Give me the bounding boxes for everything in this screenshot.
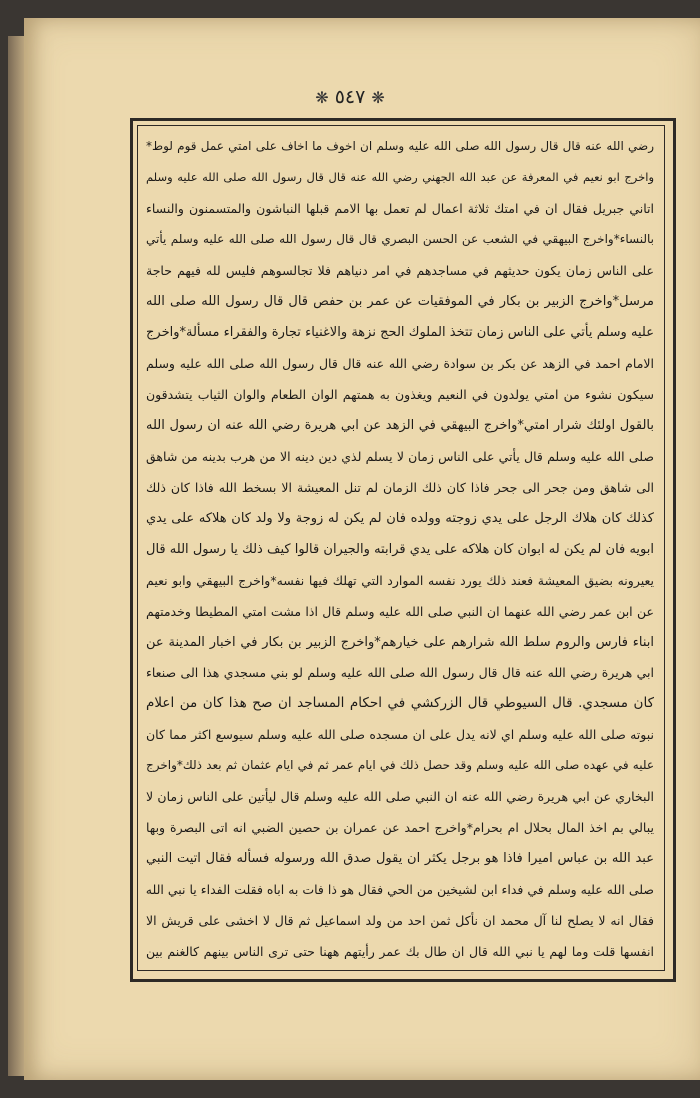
text-line: الامام احمد في الزهد عن بكر بن سوادة رضي الله عنه قال قال رسول الله صلى الله عليه وسلم: [146, 355, 654, 371]
page-number: ٥٤٧: [334, 86, 366, 108]
text-line: ابويه فان لم يكن له ابوان كان هلاكه على يدي قرابته والجيران قالوا كيف ذلك يا رسول الله قال: [146, 541, 654, 557]
text-line: فقال انه لا يصلح لنا آل محمد ان نأكل ثمن احد من ولد اسماعيل ثم قال لا اخشى على قريش الا: [146, 913, 654, 929]
text-line: صلى الله عليه وسلم في فداء ابن لشيخين من الحي فقال هو ذا فات به اباه فقلت الفداء يا نبي الله: [146, 882, 654, 898]
text-line: مرسل*واخرج الزبير بن بكار في الموفقيات عن عمر بن حفص قال قال رسول الله صلى الله: [146, 293, 654, 309]
text-line: على الناس زمان يكون حديثهم في مساجدهم في امر دنياهم فلا تجالسوهم فليس لله فيهم حاجة: [146, 262, 654, 278]
text-line: كذلك كان هلاك الرجل على يدي زوجته وولده فان لم يكن له زوجة ولا ولد كان هلاكه على يدي: [146, 510, 654, 526]
text-line: بالنساء*واخرج البيهقي في الشعب عن الحسن البصري قال قال رسول الله صلى الله عليه وسلم يأتي: [146, 231, 654, 246]
ornament-right-icon: ❋: [371, 88, 385, 107]
book-spine-edge: [8, 36, 24, 1076]
text-line: ابي هريرة رضي الله عنه قال قال رسول الله صلى الله عليه وسلم لو بني مسجدي هذا الى صنعاء: [146, 665, 654, 681]
text-line: صلى الله عليه وسلم قال يأتي على الناس زمان لا يسلم لذي دين دينه الا من هرب بدينه من شاهق: [146, 448, 654, 464]
text-line: سيكون نشوء من امتي يولدون في النعيم ويغذون به همتهم الوان الطعام والوان الثياب يتشدقون: [146, 386, 654, 402]
page-header: [0, 86, 700, 108]
text-line: عن ابن عمر رضي الله عنهما ان النبي صلى الله عليه وسلم قال اذا مشت امتي المطيطا وخدمتهم: [146, 603, 654, 619]
text-line: اتاني جبريل فقال ان في امتك ثلاثة اعمال لم تعمل بها الامم قبلها النباشون والمتسمنون والنساء: [146, 200, 654, 216]
text-line: عليه في عهده صلى الله عليه وسلم وقد حصل ذلك في ايام عمر ثم في ايام عثمان ثم بعد ذلك*واخرج: [146, 758, 654, 773]
text-line: يبالي بم اخذ المال بحلال ام بحرام*واخرج احمد عن عمران بن حصين الضبي انه اتى البصرة وبها: [146, 820, 654, 836]
text-line: عليه وسلم يأتي على الناس زمان تتخذ الملوك الحج نزهة والاغنياء تجارة والفقراء مسألة*واخرج: [146, 324, 654, 340]
text-line: رضي الله عنه قال قال رسول الله صلى الله عليه وسلم ان اخوف ما اخاف على امتي عمل قوم لوط*: [146, 139, 654, 153]
text-line: كان مسجدي. قال السيوطي قال الزركشي في احكام المساجد ان صح هذا كان من اعلام: [146, 695, 654, 712]
text-line: انفسها قلت وما لهم يا نبي الله قال ان طال بك عمر رأيتهم ههنا حتى ترى الناس بينهم كالغنم بين: [146, 944, 654, 960]
text-line: ابناء فارس والروم سلط الله شرارهم على خيارهم*واخرج الزبير بن بكار في اخبار المدينة عن: [146, 634, 654, 650]
ornament-left-icon: ❋: [315, 88, 329, 107]
text-block: [146, 130, 654, 966]
text-line: واخرج ابو نعيم في المعرفة عن عبد الله الجهني رضي الله عنه قال قال رسول الله صلى الله عليه وسلم: [146, 169, 654, 184]
text-line: نبوته صلى الله عليه وسلم اي لانه يدل على ان مسجده صلى الله عليه وسلم سيوسع اكثر مما كان: [146, 727, 654, 743]
text-line: عبد الله بن عباس اميرا فاذا هو برجل يكثر ان يقول صدق الله ورسوله فسأله فقال اتيت النبي: [146, 851, 654, 867]
text-line: يعيرونه بضيق المعيشة فعند ذلك يورد نفسه الموارد التي تهلك فيها نفسه*واخرج البيهقي وابو نعيم: [146, 572, 654, 588]
text-line: الى شاهق ومن جحر الى جحر فاذا كان ذلك الزمان لم تنل المعيشة الا بسخط الله فاذا كان ذلك: [146, 479, 654, 495]
text-line: بالقول اولئك شرار امتي*واخرج البيهقي في الزهد عن ابي هريرة رضي الله عنه ان رسول الله: [146, 417, 654, 433]
text-line: البخاري عن ابي هريرة رضي الله عنه ان النبي صلى الله عليه وسلم قال ليأتين على الناس زمان لا: [146, 789, 654, 805]
